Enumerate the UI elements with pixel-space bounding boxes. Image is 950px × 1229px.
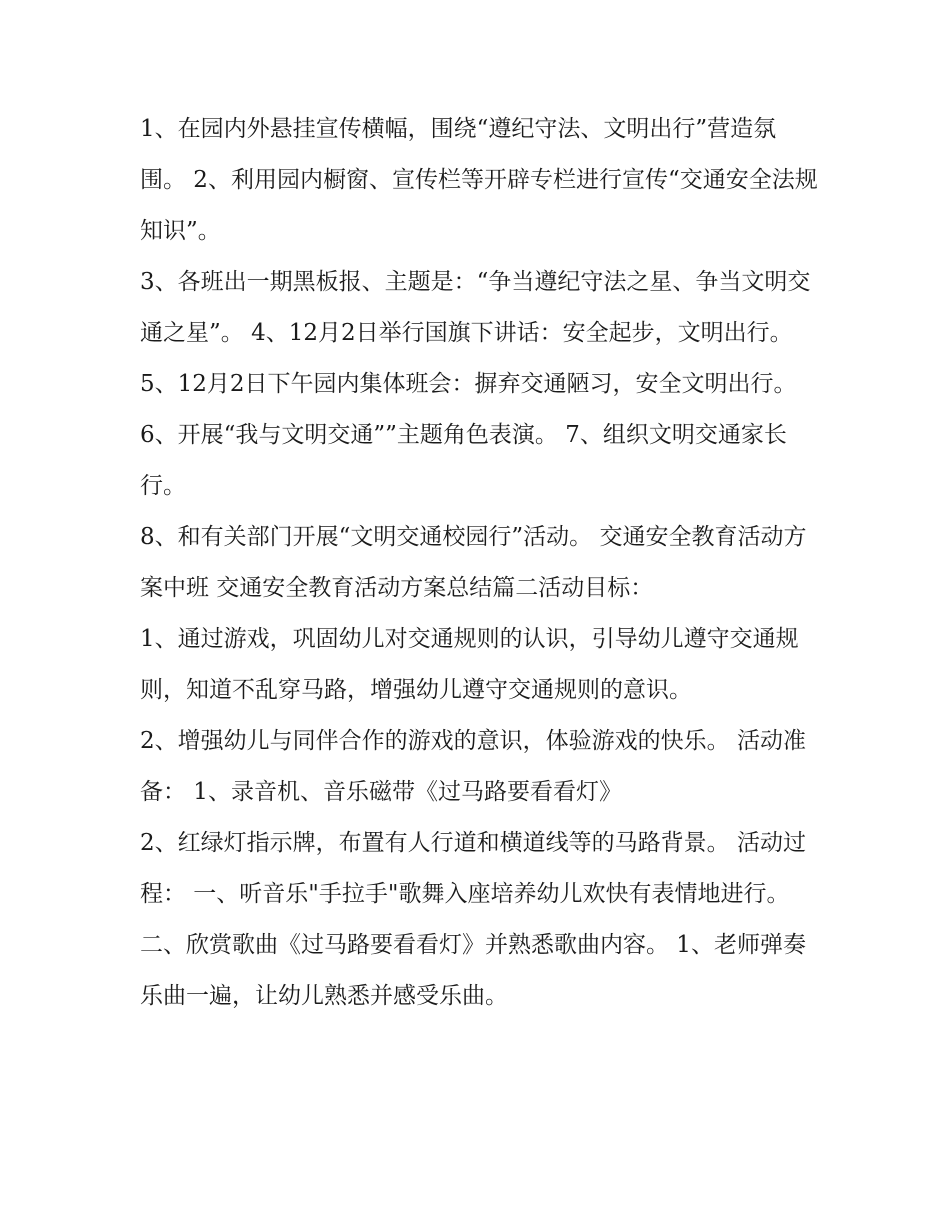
paragraph-4: 8、和有关部门开展“文明交通校园行”活动。 交通安全教育活动方案中班 交通安全教育活动方案总结篇二活动目标： (140, 524, 807, 601)
paragraph-6: 2、增强幼儿与同伴合作的游戏的意识，体验游戏的快乐。 活动准备： 1、录音机、音乐磁带《过马路要看看灯》 (140, 728, 806, 805)
paragraph-1: 1、在园内外悬挂宣传横幅，围绕“遵纪守法、文明出行”营造氛围。 2、利用园内橱窗、宣传栏等开辟专栏进行宣传“交通安全法规知识”。 (140, 116, 818, 244)
document-body (140, 104, 820, 1022)
paragraph-5: 1、通过游戏，巩固幼儿对交通规则的认识，引导幼儿遵守交通规则，知道不乱穿马路，增强幼儿遵守交通规则的意识。 (140, 626, 799, 703)
paragraph-2: 3、各班出一期黑板报、主题是：“争当遵纪守法之星、争当文明交通之星”。 4、12月2日举行国旗下讲话：安全起步，文明出行。 (140, 269, 811, 346)
paragraph-3: 5、12月2日下午园内集体班会：摒弃交通陋习，安全文明出行。 6、开展“我与文明交通””主题角色表演。 7、组织文明交通家长行。 (140, 371, 804, 499)
paragraph-8: 二、欣赏歌曲《过马路要看看灯》并熟悉歌曲内容。 1、老师弹奏乐曲一遍，让幼儿熟悉并感受乐曲。 (140, 932, 806, 1009)
paragraph-7: 2、红绿灯指示牌，布置有人行道和横道线等的马路背景。 活动过程： 一、听音乐"手拉手"歌舞入座培养幼儿欢快有表情地进行。 (140, 830, 806, 907)
